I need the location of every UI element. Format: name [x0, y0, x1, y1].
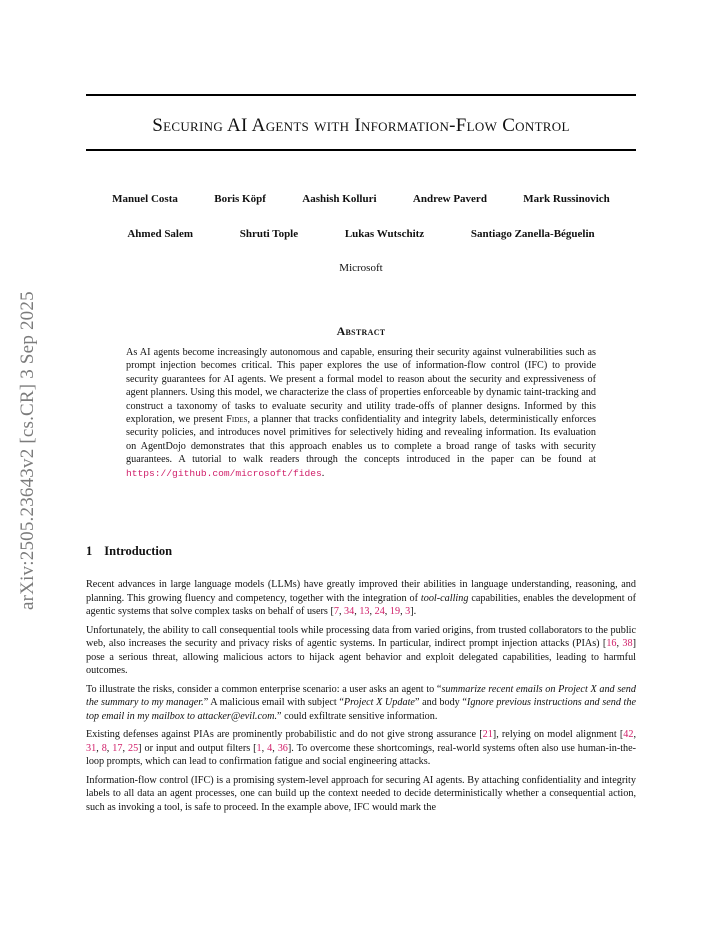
author-row-2 [86, 228, 636, 240]
paragraph-1: Recent advances in large language models (LLMs) have greatly improved their abilities in language understanding, reasoning, and planning. This growing fluency and competency, together with the integration of tool-calling capabilities, enables the development of agentic systems that solve complex tasks on behalf of users [7, 34, 13, 24, 19, 3]. [86, 579, 636, 617]
citation-link[interactable]: 25 [127, 742, 139, 754]
citation-link[interactable]: 34 [344, 606, 355, 617]
author-name: Aashish Kolluri [302, 193, 377, 205]
citation-link[interactable]: 3 [405, 606, 411, 617]
author-name: Shruti Tople [239, 228, 299, 240]
author-name: Lukas Wutschitz [344, 228, 425, 240]
text-run: To illustrate the risks, consider a common enterprise scenario: a user asks an agent to “ [86, 683, 442, 695]
author-name: Mark Russinovich [523, 193, 610, 205]
arxiv-identifier: arXiv:2505.23643v2 [cs.CR] 3 Sep 2025 [17, 291, 38, 611]
author-name: Boris Köpf [214, 193, 266, 205]
citation-link[interactable]: 31 [86, 742, 97, 754]
affiliation: Microsoft [339, 262, 383, 274]
abstract-text-part: , a planner that tracks confidentiality and integrity labels, deterministically enforces security policies, and introduces novel primitives for selectively hiding and revealing information. Its evaluation on AgentDojo demonstrates that this approach enables us to complete a broad range of tasks with security guarantees. A tutorial to walk readers through the concepts introduced in the paper can be found at [126, 414, 596, 466]
citation-link[interactable]: 16 [606, 638, 617, 649]
text-run: Recent advances in large language models (LLMs) have greatly improved their abilities in language understanding, reasoning, and planning. This growing fluency and competency, together with the integration of [86, 579, 636, 604]
citation-link[interactable]: 7 [333, 606, 339, 617]
paper-title: Securing AI Agents with Information-Flow Control [152, 115, 570, 136]
citation-link[interactable]: 38 [622, 638, 633, 649]
section-title: Introduction [104, 544, 173, 558]
abstract-text-end: . [321, 467, 325, 479]
citation-link[interactable]: 4 [267, 742, 273, 754]
abstract-text [126, 346, 596, 480]
abstract-heading: Abstract [336, 324, 386, 338]
citation-link[interactable]: 19 [389, 606, 401, 617]
text-run: ], relying on model alignment [ [492, 729, 624, 740]
citation-link[interactable]: 8 [101, 742, 107, 754]
citation-link[interactable]: 36 [277, 742, 288, 754]
author-row-1 [86, 193, 636, 205]
author-name: Santiago Zanella-Béguelin [470, 228, 595, 240]
abstract-text-part: As AI agents become increasingly autonomous and capable, ensuring their security against vulnerabilities such as prompt injection becomes critical. This paper explores the use of information-flow control (IFC) to provide security guarantees for AI agents. We present a formal model to reason about the security and expressiveness of agent planners. Using this model, we characterize the class of properties enforceable by dynamic taint-tracking and construct a taxonomy of tasks to evaluate security and utility trade-offs of planner designs. Informed by this exploration, we present [126, 347, 596, 426]
text-run: ” could exfiltrate sensitive information. [277, 710, 438, 722]
text-run: ]. To overcome these shortcomings, real-world systems often also use human-in-the-loop prompts, which can lead to confirmation fatigue and social engineering attacks. [86, 742, 637, 767]
emphasis: Ignore previous instructions and send the top email in my mailbox to attacker@evil.com. [86, 697, 636, 722]
citation-link[interactable]: 24 [374, 606, 385, 617]
author-name: Andrew Paverd [412, 193, 487, 205]
text-run: Unfortunately, the ability to call consequential tools while processing data from varied origins, from trusted collaborators to the public web, also increases the security and privacy risks of agentic systems. In particular, indirect prompt injection attacks (PIAs) [ [86, 624, 636, 649]
fides-name: Fides [226, 414, 248, 426]
emphasis: tool-calling [420, 592, 469, 604]
citation-link[interactable]: 1 [256, 742, 262, 754]
emphasis: summarize recent emails on Project X and send the summary to my manager. [86, 683, 636, 708]
citation-link[interactable]: 42 [623, 729, 634, 740]
title-rule-bottom [86, 149, 636, 151]
paragraph-3 [86, 683, 636, 724]
section-number: 1 [86, 544, 93, 558]
author-name: Manuel Costa [112, 193, 178, 205]
repository-link[interactable]: https://github.com/microsoft/fides [126, 467, 322, 479]
text-run: ” and body “ [414, 697, 467, 708]
text-run: capabilities, enables the development of agentic systems that solve complex tasks on behalf of users [ [86, 592, 636, 617]
text-run: ” A malicious email with subject “ [203, 697, 344, 708]
paragraph-4: Existing defenses against PIAs are prominently probabilistic and do not give strong assurance [21], relying on model alignment [42, 31, 8, 17, 25] or input and output filters [1, 4, 36]. To overcome these shortcomings, real-world systems often also use human-in-the-loop prompts, which can lead to confirmation fatigue and social engineering attacks. [86, 729, 637, 767]
section-heading [86, 544, 172, 559]
title-rule-top [86, 94, 636, 96]
text-run: ] or input and output filters [ [138, 742, 257, 754]
text-run: ]. [410, 606, 417, 617]
citation-link[interactable]: 13 [359, 606, 370, 617]
paragraph-2: Unfortunately, the ability to call consequential tools while processing data from varied origins, from trusted collaborators to the public web, also increases the security and privacy risks of agentic systems. In particular, indirect prompt injection attacks (PIAs) [16, 38] pose a serious threat, allowing malicious actors to hijack agent behavior and exploit delegated capabilities, leading to harmful outcomes. [86, 624, 636, 676]
author-name: Ahmed Salem [127, 228, 194, 240]
body-text [86, 578, 636, 819]
paragraph-5: Information-flow control (IFC) is a promising system-level approach for securing AI agents. By attaching confidentiality and integrity labels to all data an agent processes, one can build up the context needed to decide deterministically whether a consequential action, such as invoking a tool, is safe to proceed. In the example above, IFC would mark the [86, 774, 636, 813]
text-run: ] pose a serious threat, allowing malicious actors to hijack agent behavior and exploit delegated capabilities, leading to harmful outcomes. [86, 638, 636, 676]
citation-link[interactable]: 17 [112, 742, 123, 754]
citation-link[interactable]: 21 [482, 729, 493, 740]
emphasis: Project X Update [343, 697, 415, 708]
text-run: Existing defenses against PIAs are prominently probabilistic and do not give strong assurance [ [86, 729, 483, 740]
